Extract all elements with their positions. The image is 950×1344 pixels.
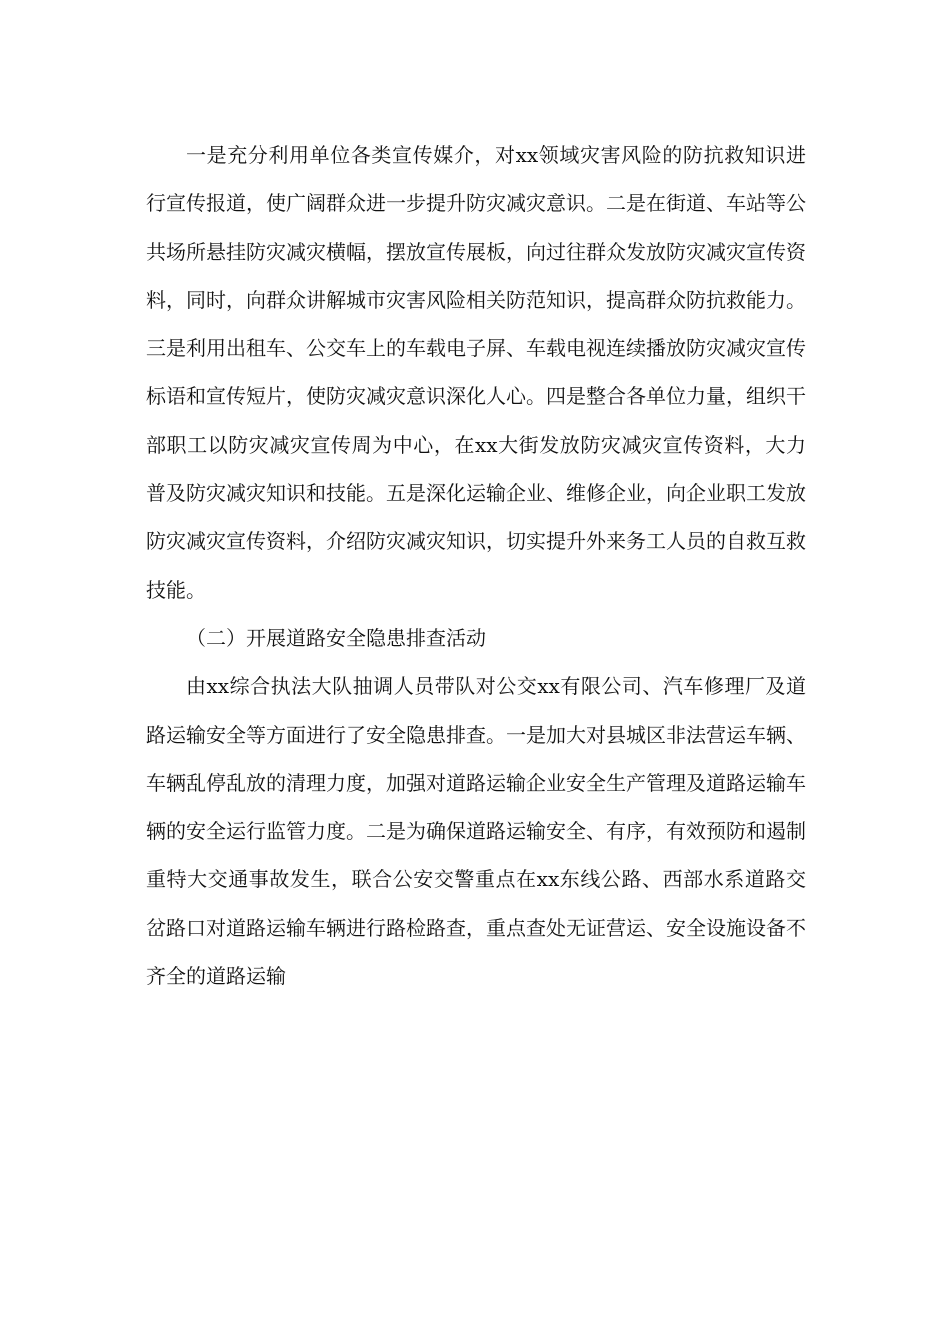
body-paragraph: 一是充分利用单位各类宣传媒介，对xx领域灾害风险的防抗救知识进行宣传报道，使广阔群众进一步提升防灾减灾意识。二是在街道、车站等公共场所悬挂防灾减灾横幅，摆放宣传展板，向过往群众发放防灾减灾宣传资料，同时，向群众讲解城市灾害风险相关防范知识，提高群众防抗救能力。三是利用出租车、公交车上的车载电子屏、车载电视连续播放防灾减灾宣传标语和宣传短片，使防灾减灾意识深化人心。四是整合各单位力量，组织干部职工以防灾减灾宣传周为中心，在xx大街发放防灾减灾宣传资料，大力普及防灾减灾知识和技能。五是深化运输企业、维修企业，向企业职工发放防灾减灾宣传资料，介绍防灾减灾知识，切实提升外来务工人员的自救互救技能。 xyxy=(146,143,806,602)
section-heading: （二）开展道路安全隐患排查活动 xyxy=(186,625,486,650)
body-paragraph: 由xx综合执法大队抽调人员带队对公交xx有限公司、汽车修理厂及道路运输安全等方面进行了安全隐患排查。一是加大对县城区非法营运车辆、车辆乱停乱放的清理力度，加强对道路运输企业安全生产管理及道路运输车辆的安全运行监管力度。二是为确保道路运输安全、有序，有效预防和遏制重特大交通事故发生，联合公安交警重点在xx东线公路、西部水系道路交岔路口对道路运输车辆进行路检路查，重点查处无证营运、安全设施设备不齐全的道路运输 xyxy=(146,674,806,989)
document-page xyxy=(146,131,806,1000)
